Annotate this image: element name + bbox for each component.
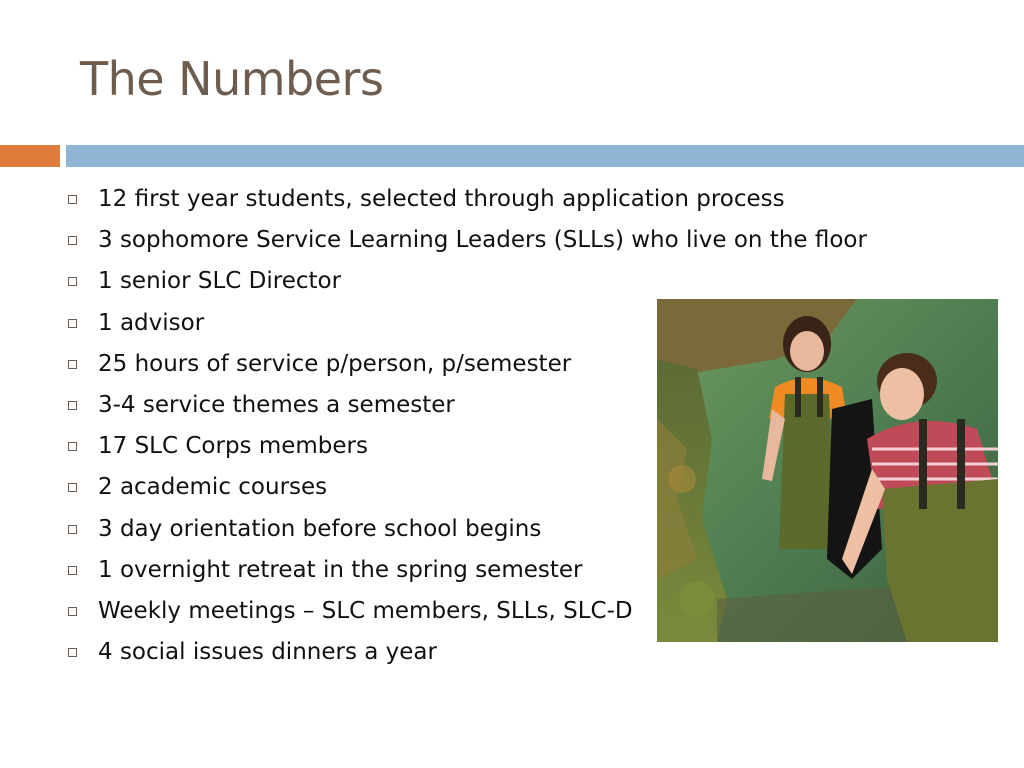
- bullet-text: 1 senior SLC Director: [98, 268, 342, 295]
- accent-bar-orange: [0, 145, 60, 167]
- bullet-text: 1 advisor: [98, 309, 205, 336]
- hollow-square-icon: [68, 195, 77, 204]
- bullet-text: 2 academic courses: [98, 474, 328, 501]
- list-item: [64, 222, 1004, 263]
- hollow-square-icon: [68, 525, 77, 534]
- hollow-square-icon: [68, 401, 77, 410]
- bullet-text: Weekly meetings – SLC members, SLLs, SLC-D: [98, 597, 633, 624]
- list-item: [64, 634, 1004, 675]
- bullet-text: 12 first year students, selected through application process: [98, 186, 785, 212]
- bullet-text: 3 sophomore Service Learning Leaders (SLLs) who live on the floor: [98, 227, 867, 254]
- list-item: [64, 387, 1004, 428]
- bullet-text: 25 hours of service p/person, p/semester: [98, 350, 572, 377]
- hollow-square-icon: [68, 236, 77, 245]
- bullet-text: 1 overnight retreat in the spring semester: [98, 556, 583, 583]
- bullet-text: 17 SLC Corps members: [98, 433, 368, 460]
- bullet-text: 3-4 service themes a semester: [98, 391, 455, 418]
- list-item: [64, 428, 1004, 469]
- accent-bar-blue: [66, 145, 1024, 167]
- list-item: [64, 552, 1004, 593]
- hollow-square-icon: [68, 442, 77, 451]
- hollow-square-icon: [68, 483, 77, 492]
- list-item: [64, 469, 1004, 510]
- list-item: [64, 263, 1004, 304]
- list-item: [64, 346, 1004, 387]
- hollow-square-icon: [68, 607, 77, 616]
- bullet-list: [64, 181, 1004, 675]
- bullet-text: 4 social issues dinners a year: [98, 639, 437, 666]
- list-item: [64, 181, 1004, 222]
- hollow-square-icon: [68, 277, 77, 286]
- list-item: [64, 511, 1004, 552]
- bullet-text: 3 day orientation before school begins: [98, 515, 542, 542]
- hollow-square-icon: [68, 648, 77, 657]
- hollow-square-icon: [68, 360, 77, 369]
- hollow-square-icon: [68, 566, 77, 575]
- list-item: [64, 593, 1004, 634]
- list-item: [64, 305, 1004, 346]
- hollow-square-icon: [68, 319, 77, 328]
- slide-title: The Numbers: [80, 52, 384, 106]
